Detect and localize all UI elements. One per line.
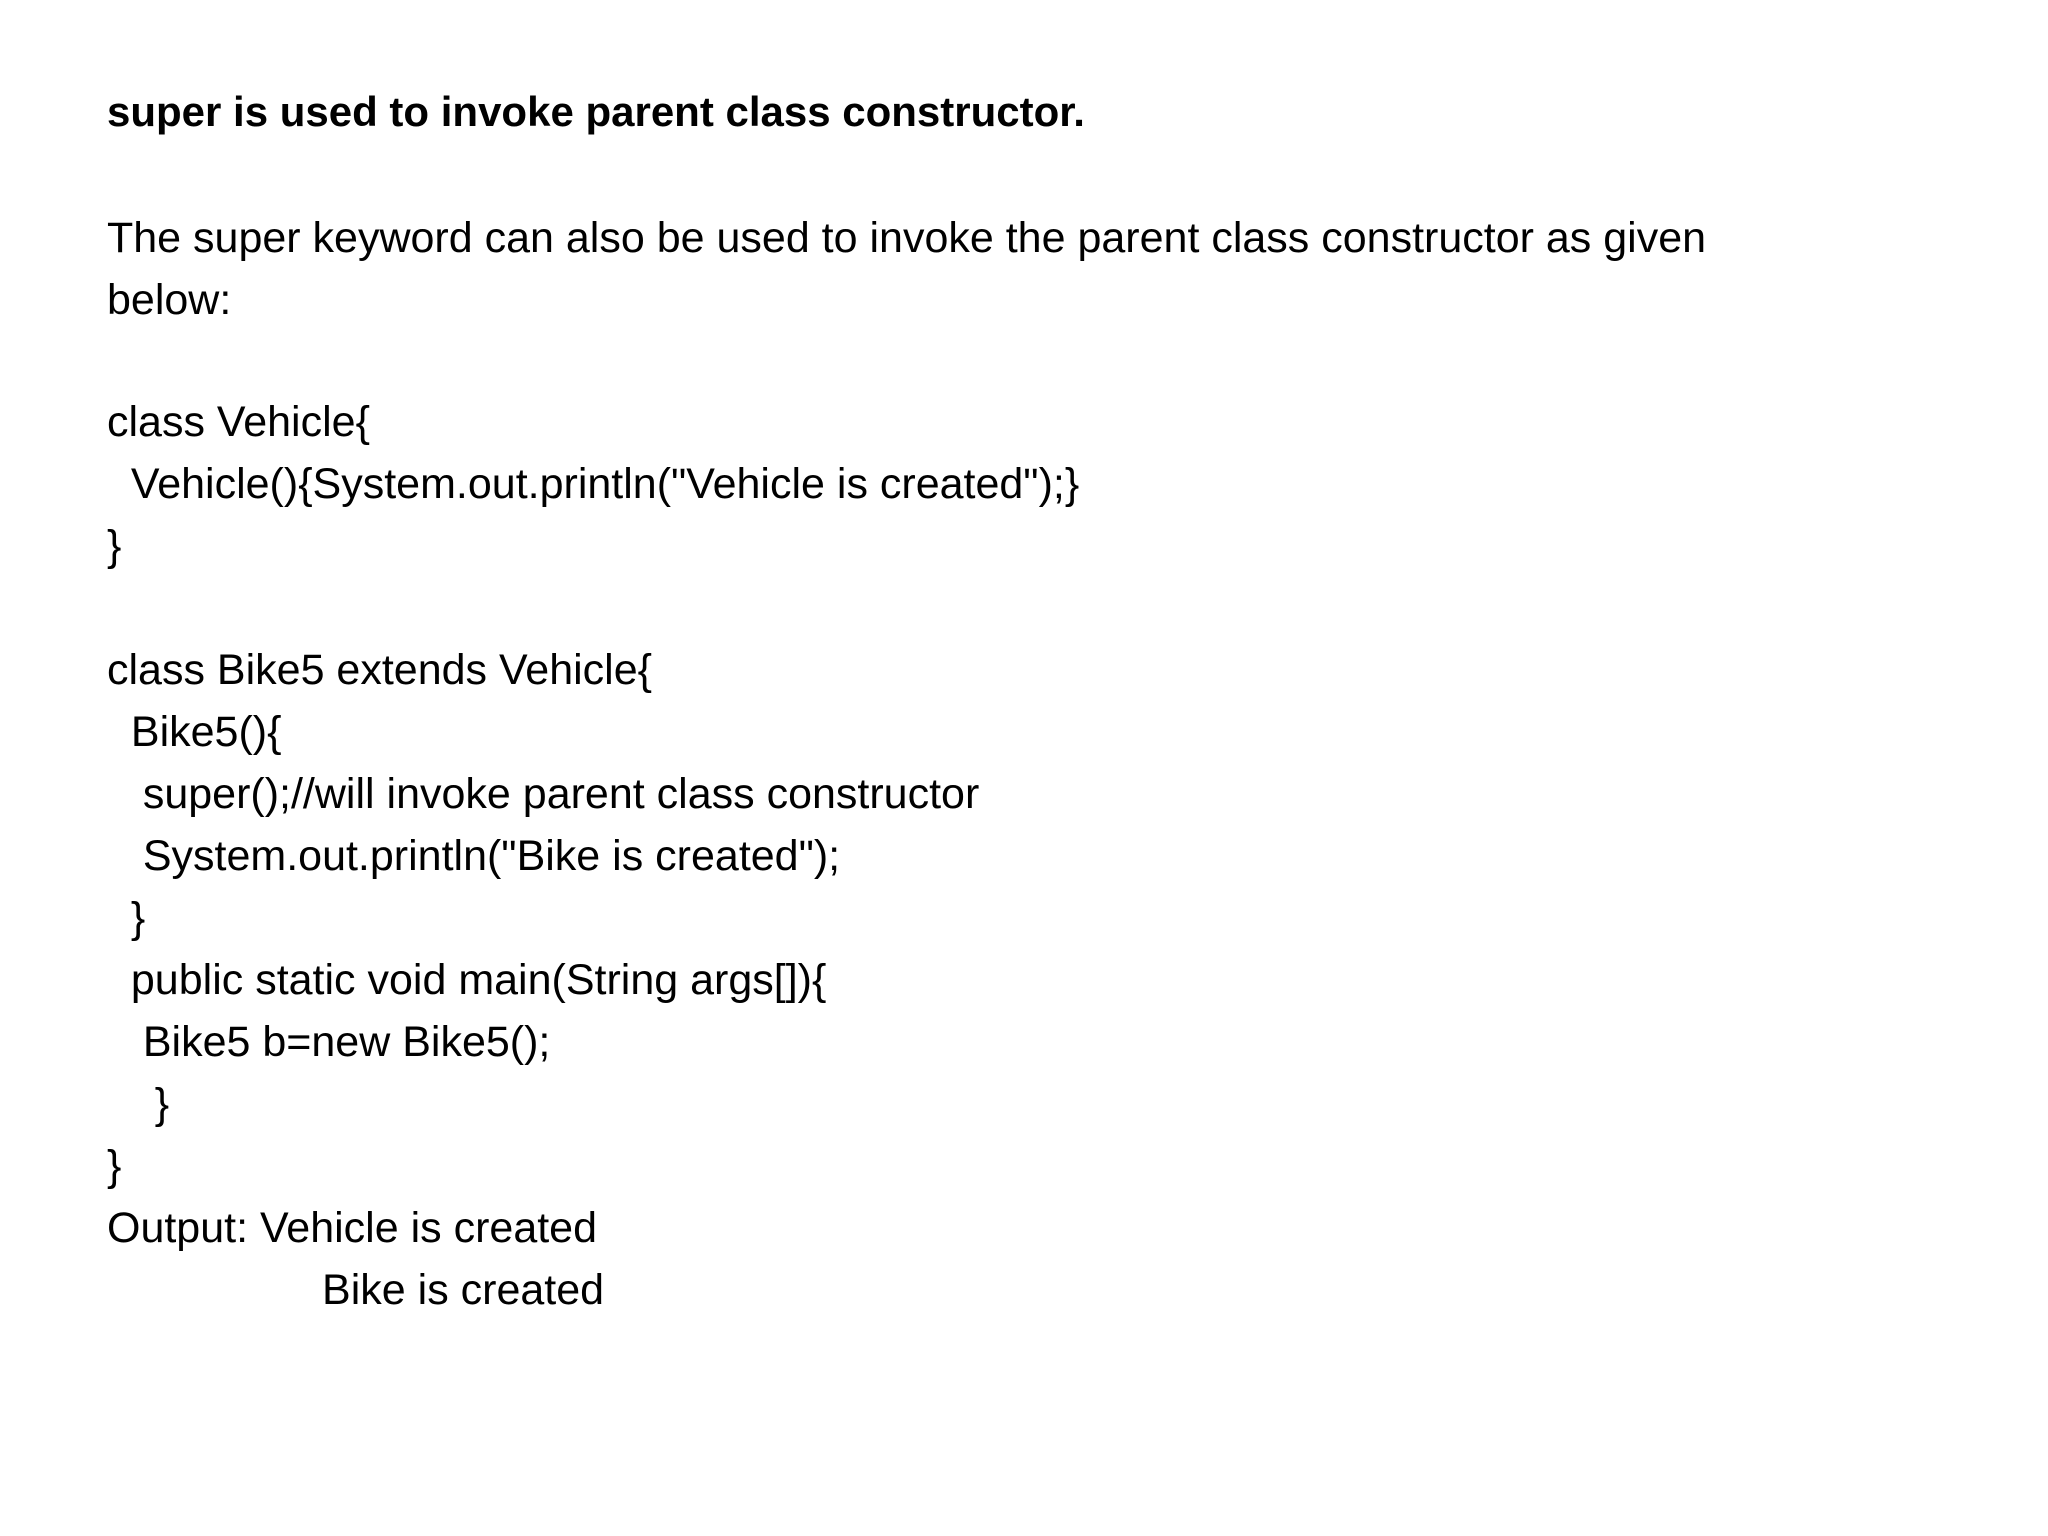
intro-paragraph: [107, 207, 1907, 331]
blank-line: [107, 577, 1079, 639]
code-line: }: [107, 1142, 122, 1190]
code-line: Bike5(){: [107, 708, 282, 756]
code-line: public static void main(String args[]){: [107, 956, 827, 1004]
code-line: }: [107, 522, 122, 570]
output-line: Output: Vehicle is created: [107, 1204, 598, 1252]
output-line: Bike is created: [107, 1266, 605, 1314]
code-line: super();//will invoke parent class constructor: [107, 770, 980, 818]
code-line: System.out.println("Bike is created");: [107, 832, 841, 880]
code-line: class Vehicle{: [107, 398, 370, 446]
intro-line: The super keyword can also be used to invoke the parent class constructor as given: [107, 214, 1707, 262]
intro-line: below:: [107, 276, 232, 324]
code-line: class Bike5 extends Vehicle{: [107, 646, 652, 694]
code-line: Bike5 b=new Bike5();: [107, 1018, 551, 1066]
code-block: [107, 391, 1079, 1321]
slide-heading: super is used to invoke parent class constructor.: [107, 88, 1085, 135]
code-line: }: [107, 1080, 170, 1128]
code-line: Vehicle(){System.out.println("Vehicle is created");}: [107, 460, 1080, 508]
code-line: }: [107, 894, 146, 942]
